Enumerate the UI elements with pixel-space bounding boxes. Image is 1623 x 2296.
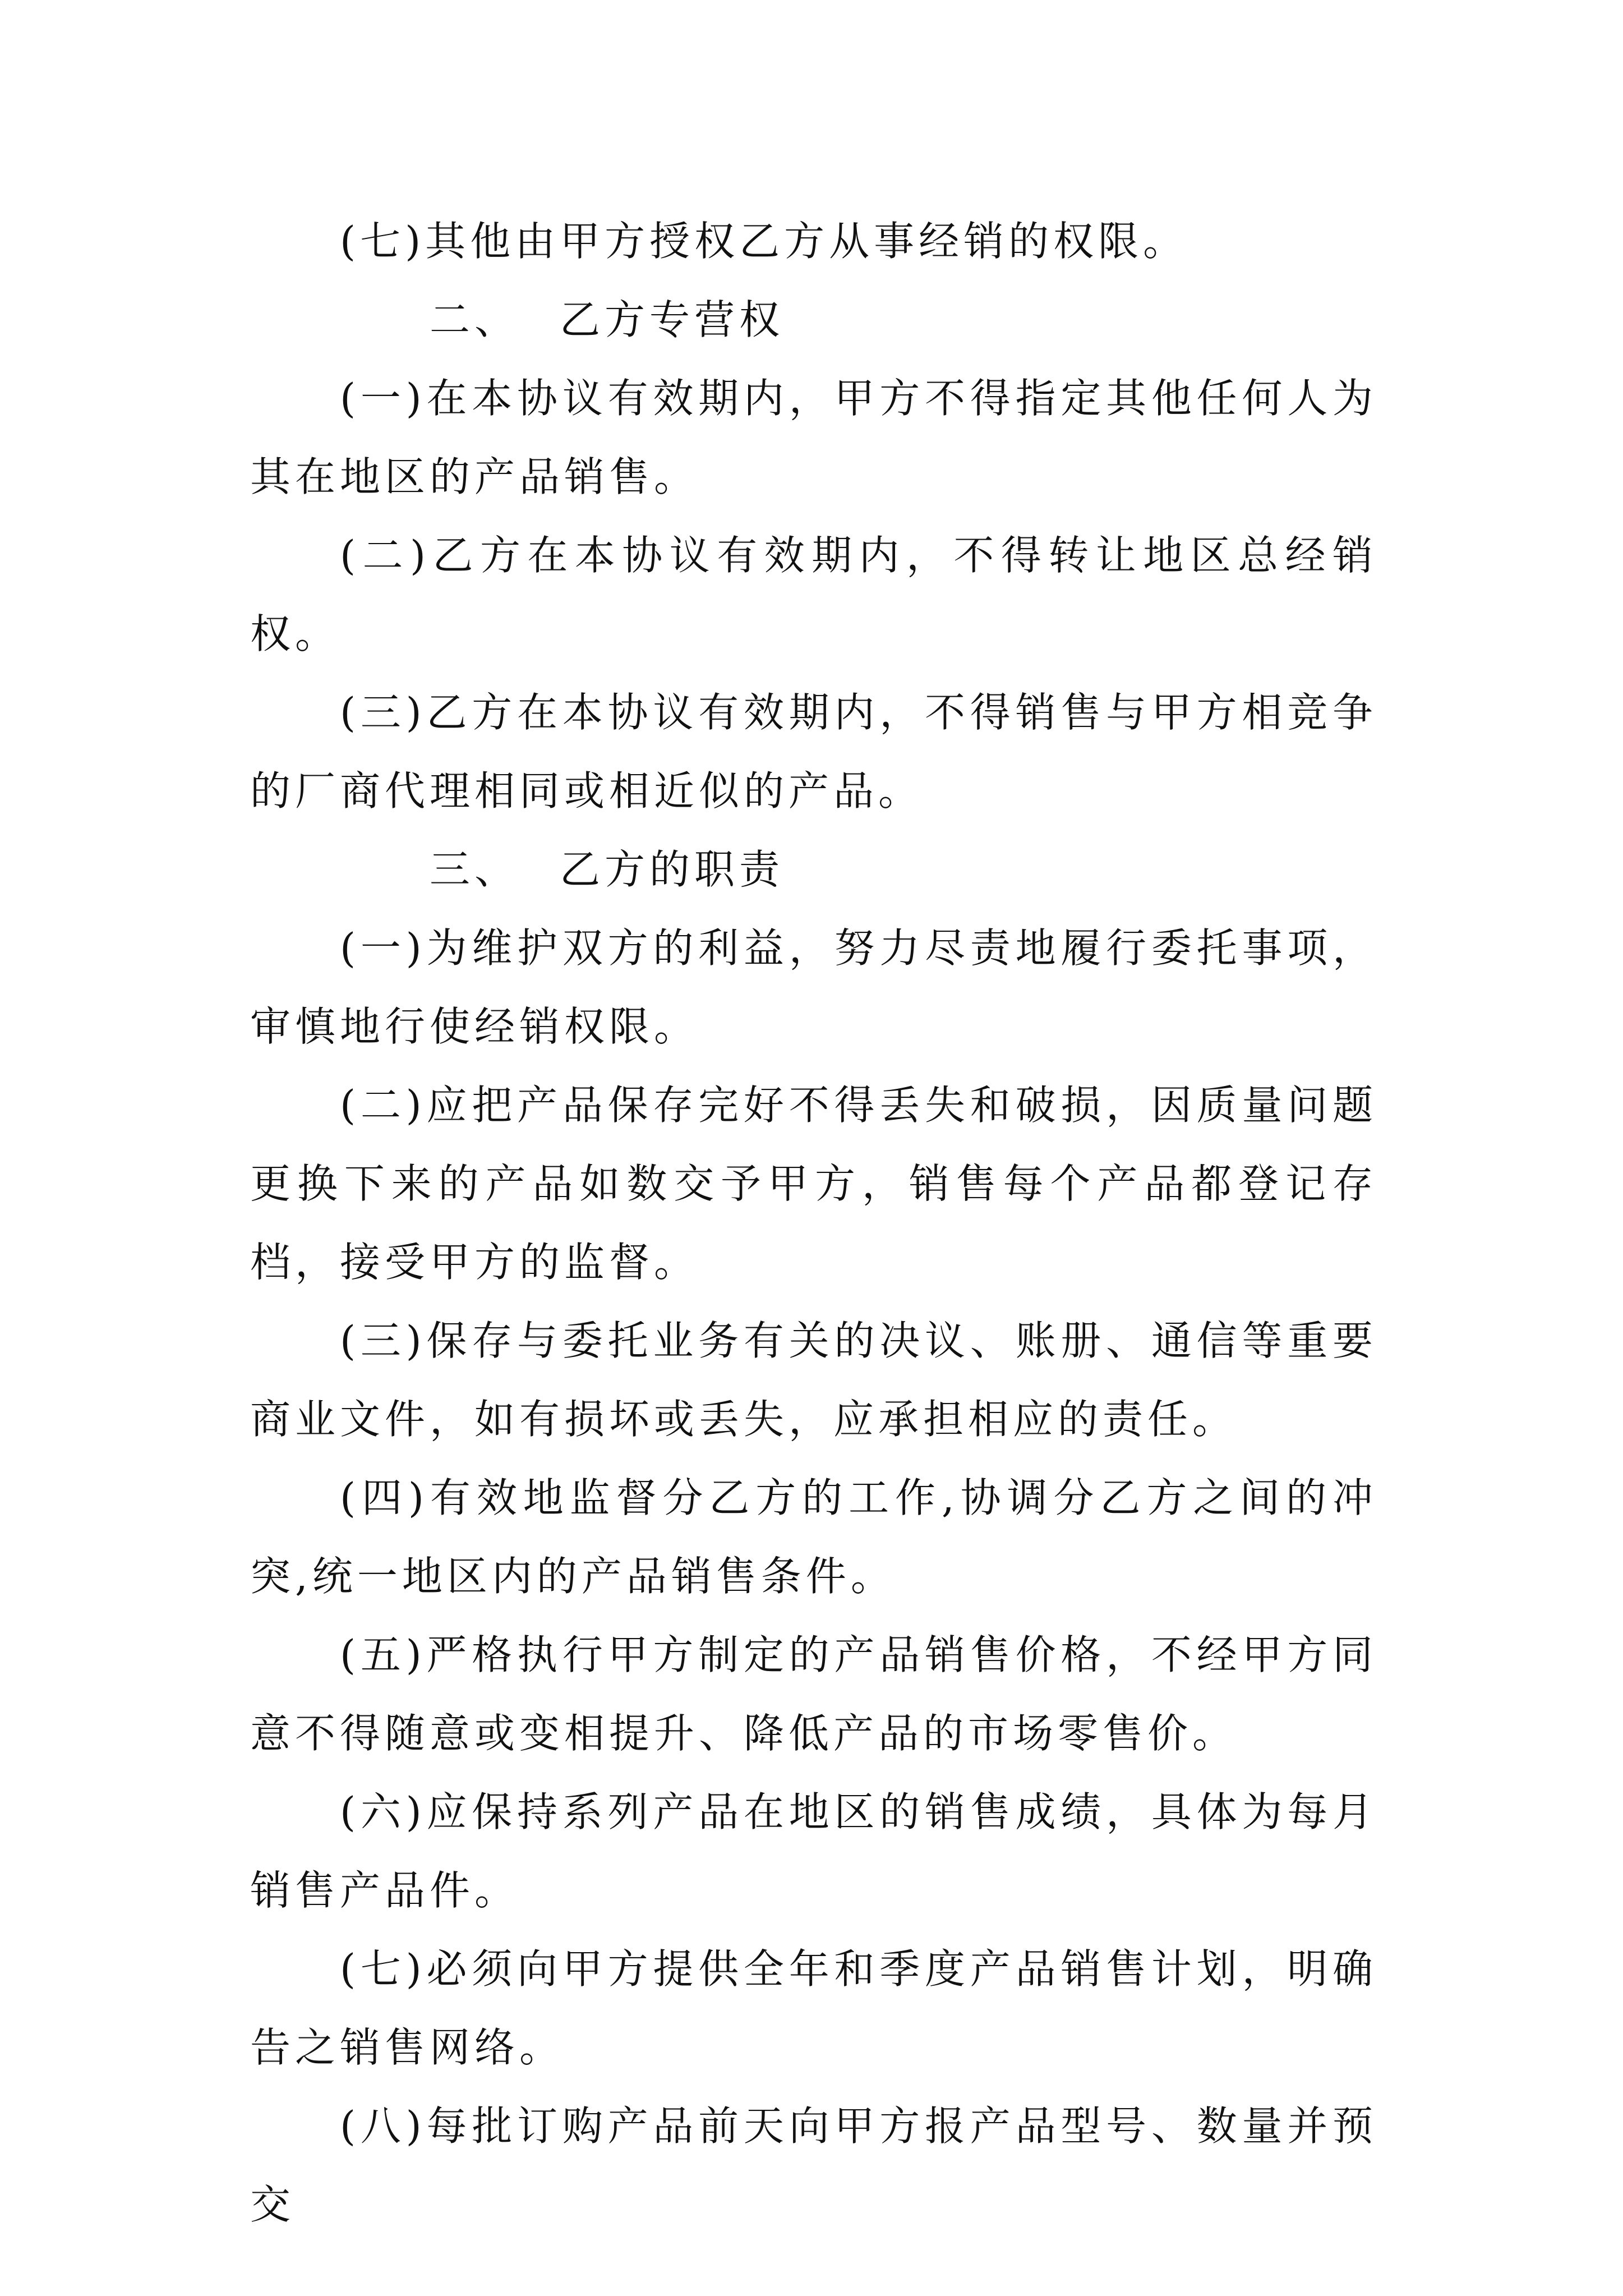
clause-3-7: (七)必须向甲方提供全年和季度产品销售计划，明确告之销售网络。 [250, 1945, 1377, 2071]
section-title: 乙方的职责 [560, 846, 785, 893]
clause-2-2: (二)乙方在本协议有效期内，不得转让地区总经销权。 [250, 532, 1377, 657]
clause-2-3: (三)乙方在本协议有效期内，不得销售与甲方相竞争的厂商代理相同或相近似的产品。 [250, 689, 1377, 815]
document-body [250, 202, 1377, 2244]
clause-3-4: (四)有效地监督分乙方的工作,协调分乙方之间的冲突,统一地区内的产品销售条件。 [250, 1474, 1377, 1600]
clause-3-1: (一)为维护双方的利益，努力尽责地履行委托事项，审慎地行使经销权限。 [250, 924, 1377, 1050]
clause-1-7: (七)其他由甲方授权乙方从事经销的权限。 [340, 218, 1188, 265]
clause-3-2: (二)应把产品保存完好不得丢失和破损，因质量问题更换下来的产品如数交予甲方，销售每个产品都登记存档，接受甲方的监督。 [250, 1082, 1377, 1286]
section-number: 三、 [430, 846, 520, 893]
section-number: 二、 [430, 296, 520, 343]
clause-3-6: (六)应保持系列产品在地区的销售成绩，具体为每月销售产品件。 [250, 1788, 1377, 1914]
clause-3-3: (三)保存与委托业务有关的决议、账册、通信等重要商业文件，如有损坏或丢失，应承担相应的责任。 [250, 1317, 1377, 1443]
section-title: 乙方专营权 [560, 296, 785, 343]
clause-3-8: (八)每批订购产品前天向甲方报产品型号、数量并预交 [250, 2102, 1377, 2228]
section-heading-exclusive-rights [250, 280, 1377, 359]
section-heading-duties [250, 830, 1377, 909]
clause-3-5: (五)严格执行甲方制定的产品销售价格，不经甲方同意不得随意或变相提升、降低产品的市场零售价。 [250, 1631, 1377, 1757]
clause-2-1: (一)在本协议有效期内，甲方不得指定其他任何人为其在地区的产品销售。 [250, 375, 1377, 500]
